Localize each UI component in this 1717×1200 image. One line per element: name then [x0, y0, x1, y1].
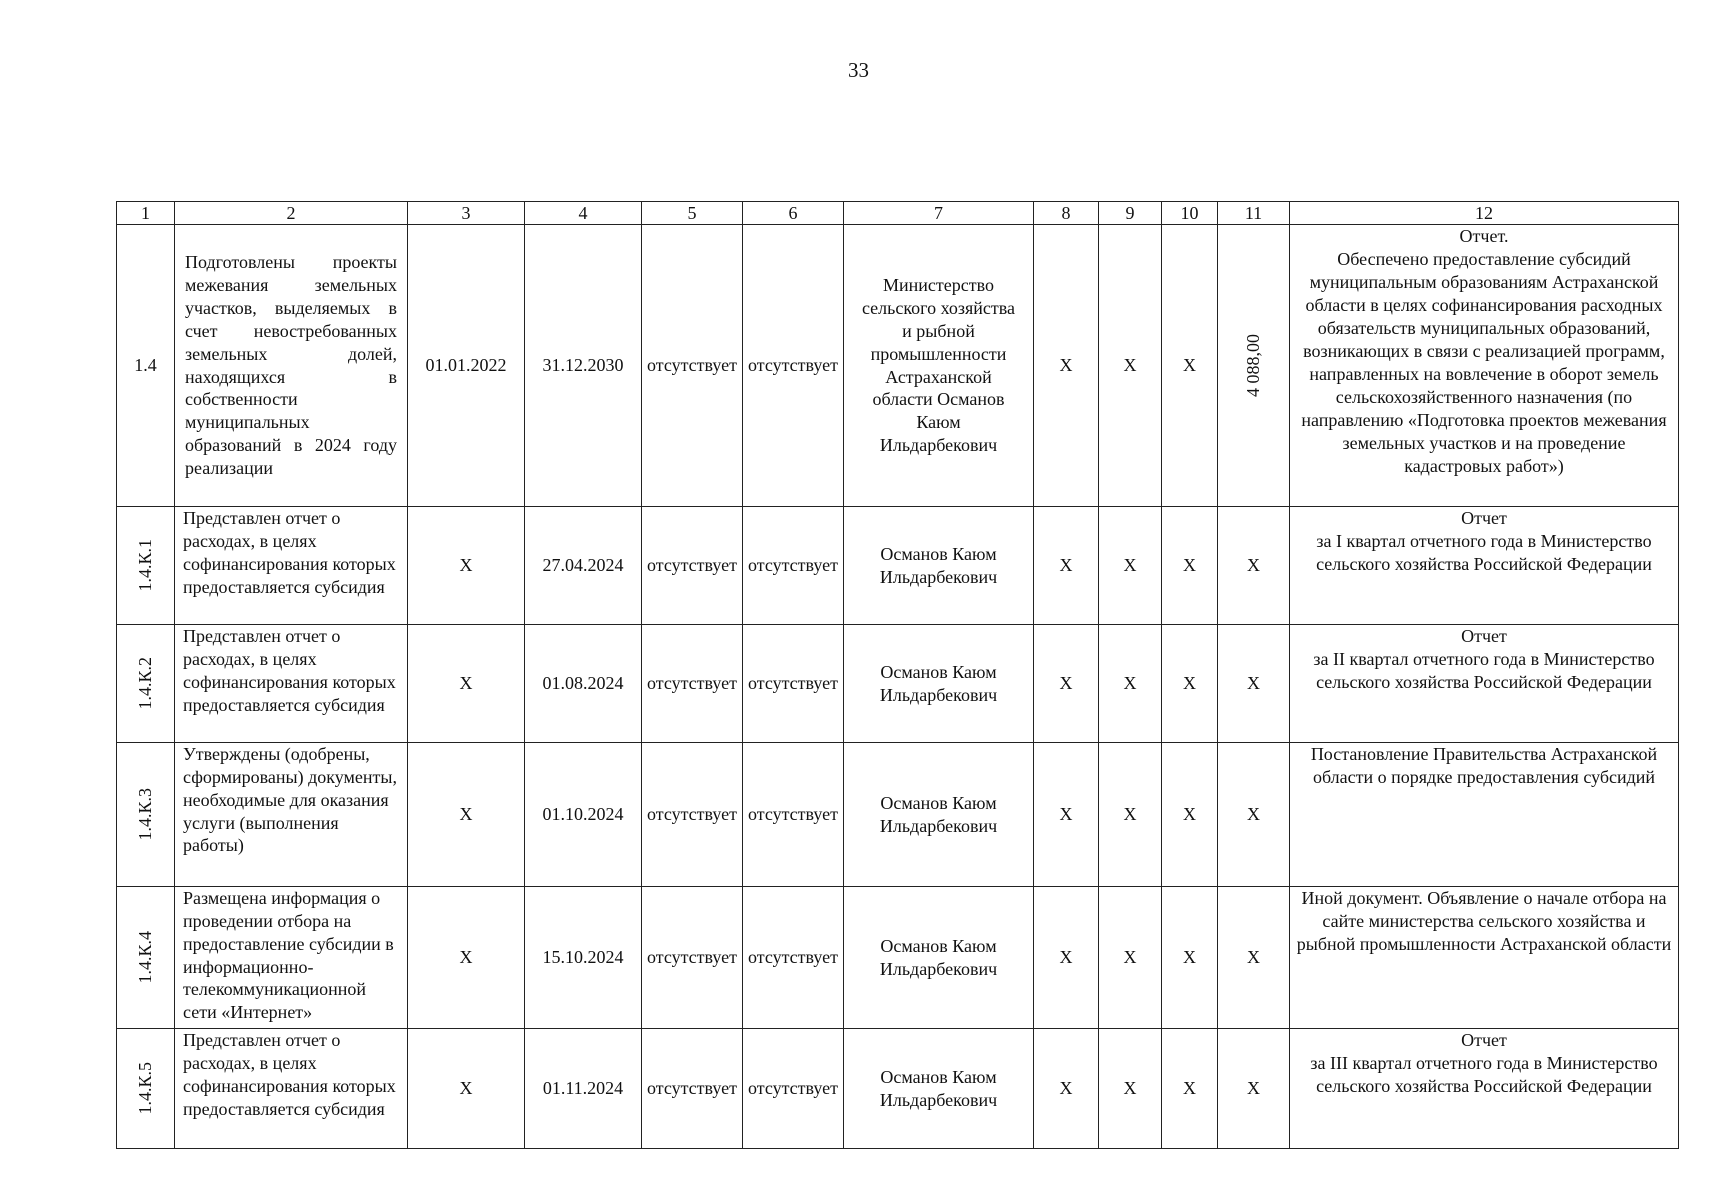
end-date: 01.10.2024: [525, 743, 642, 887]
column-6-value: отсутствует: [743, 225, 844, 507]
start-date: X: [408, 1029, 525, 1149]
column-11-value: X: [1218, 507, 1290, 625]
column-number: 8: [1034, 202, 1099, 225]
column-6-value: отсутствует: [743, 743, 844, 887]
column-5-value: отсутствует: [642, 625, 743, 743]
responsible-person: Османов Каюм Ильдарбекович: [844, 507, 1034, 625]
column-8-value: X: [1034, 743, 1099, 887]
control-document: [1290, 1029, 1679, 1149]
responsible-person: Османов Каюм Ильдарбекович: [844, 625, 1034, 743]
row-number: [117, 887, 175, 1029]
column-8-value: X: [1034, 1029, 1099, 1149]
column-11-value: X: [1218, 743, 1290, 887]
start-date: X: [408, 507, 525, 625]
document-description: за II квартал отчетного года в Министерство сельского хозяйства Российской Федерации: [1313, 649, 1655, 693]
task-description: Представлен отчет о расходах, в целях софинансирования которых предоставляется субсидия: [175, 625, 408, 743]
column-9-value: X: [1099, 1029, 1162, 1149]
end-date: 01.08.2024: [525, 625, 642, 743]
row-number-text: 1.4.К.2: [135, 657, 156, 710]
control-points-table: [116, 201, 1679, 1149]
funding-amount: [1218, 225, 1290, 507]
task-description: Утверждены (одобрены, сформированы) документы, необходимые для оказания услуги (выполнения работы): [175, 743, 408, 887]
document-description: Обеспечено предоставление субсидий муниципальным образованиям Астраханской области в целях софинансирования расходных обязательств муниципальных образований, возникающих в связи с реализацией программ, направленных на вовлечение в оборот земель сельскохозяйственного назначения (по направлению «Подготовка проектов межевания земельных участков и на проведение кадастровых работ»): [1301, 249, 1667, 477]
column-number: 5: [642, 202, 743, 225]
funding-amount-text: 4 088,00: [1243, 334, 1264, 397]
column-9-value: X: [1099, 507, 1162, 625]
document-description: за I квартал отчетного года в Министерство сельского хозяйства Российской Федерации: [1316, 531, 1652, 575]
column-10-value: X: [1162, 507, 1218, 625]
document-title: Отчет.: [1459, 226, 1509, 246]
table-row: [117, 225, 1679, 507]
responsible-person: Османов Каюм Ильдарбекович: [844, 1029, 1034, 1149]
column-11-value: X: [1218, 887, 1290, 1029]
column-number: 11: [1218, 202, 1290, 225]
column-11-value: X: [1218, 1029, 1290, 1149]
column-8-value: X: [1034, 625, 1099, 743]
end-date: 01.11.2024: [525, 1029, 642, 1149]
column-number: 3: [408, 202, 525, 225]
column-number: 6: [743, 202, 844, 225]
column-11-value: X: [1218, 625, 1290, 743]
column-number: 7: [844, 202, 1034, 225]
control-document: [1290, 625, 1679, 743]
responsible-person: Османов Каюм Ильдарбекович: [844, 887, 1034, 1029]
column-number: 4: [525, 202, 642, 225]
task-description: Размещена информация о проведении отбора на предоставление субсидии в информационно-телекоммуникационной сети «Интернет»: [175, 887, 408, 1029]
table-row: [117, 743, 1679, 887]
column-10-value: X: [1162, 225, 1218, 507]
start-date: X: [408, 625, 525, 743]
control-document: [1290, 743, 1679, 887]
table-row: [117, 1029, 1679, 1149]
column-10-value: X: [1162, 887, 1218, 1029]
column-5-value: отсутствует: [642, 1029, 743, 1149]
task-description: Подготовлены проекты межевания земельных участков, выделяемых в счет невостребованных земельных долей, находящихся в собственности муниципальных образований в 2024 году реализации: [175, 225, 408, 507]
column-6-value: отсутствует: [743, 1029, 844, 1149]
document-description: за III квартал отчетного года в Министерство сельского хозяйства Российской Федерации: [1310, 1053, 1658, 1097]
document-title: Отчет: [1461, 1030, 1507, 1050]
row-number-text: 1.4.К.1: [135, 539, 156, 592]
control-document: [1290, 507, 1679, 625]
row-number-text: 1.4.К.5: [135, 1062, 156, 1115]
row-number: 1.4: [117, 225, 175, 507]
task-description: Представлен отчет о расходах, в целях софинансирования которых предоставляется субсидия: [175, 507, 408, 625]
column-number: 1: [117, 202, 175, 225]
column-number: 12: [1290, 202, 1679, 225]
document-title: Отчет: [1461, 626, 1507, 646]
column-6-value: отсутствует: [743, 625, 844, 743]
column-10-value: X: [1162, 743, 1218, 887]
column-number: 10: [1162, 202, 1218, 225]
responsible-person: Османов Каюм Ильдарбекович: [844, 743, 1034, 887]
row-number-text: 1.4.К.4: [135, 931, 156, 984]
column-5-value: отсутствует: [642, 225, 743, 507]
start-date: X: [408, 743, 525, 887]
document-title: Отчет: [1461, 508, 1507, 528]
start-date: X: [408, 887, 525, 1029]
document-title: Постановление Правительства Астраханской области о порядке предоставления субсидий: [1310, 744, 1658, 788]
column-5-value: отсутствует: [642, 507, 743, 625]
document-title: Иной документ. Объявление о начале отбора на сайте министерства сельского хозяйства и рыбной промышленности Астраханской области: [1296, 888, 1672, 955]
column-10-value: X: [1162, 625, 1218, 743]
page-number: 33: [848, 58, 869, 82]
row-number: [117, 625, 175, 743]
column-number-row: [117, 202, 1679, 225]
row-number-text: 1.4.К.3: [135, 788, 156, 841]
column-6-value: отсутствует: [743, 507, 844, 625]
row-number: [117, 743, 175, 887]
table-row: [117, 887, 1679, 1029]
end-date: 27.04.2024: [525, 507, 642, 625]
row-number: [117, 507, 175, 625]
column-9-value: X: [1099, 743, 1162, 887]
column-9-value: X: [1099, 625, 1162, 743]
column-8-value: X: [1034, 887, 1099, 1029]
table-row: [117, 625, 1679, 743]
start-date: 01.01.2022: [408, 225, 525, 507]
end-date: 31.12.2030: [525, 225, 642, 507]
task-description: Представлен отчет о расходах, в целях софинансирования которых предоставляется субсидия: [175, 1029, 408, 1149]
column-10-value: X: [1162, 1029, 1218, 1149]
row-number: [117, 1029, 175, 1149]
column-8-value: X: [1034, 507, 1099, 625]
table-row: [117, 507, 1679, 625]
column-8-value: X: [1034, 225, 1099, 507]
column-5-value: отсутствует: [642, 743, 743, 887]
control-document: [1290, 887, 1679, 1029]
responsible-person: Министерство сельского хозяйства и рыбной промышленности Астраханской области Османов Каюм Ильдарбекович: [844, 225, 1034, 507]
column-5-value: отсутствует: [642, 887, 743, 1029]
column-number: 2: [175, 202, 408, 225]
column-number: 9: [1099, 202, 1162, 225]
column-9-value: X: [1099, 225, 1162, 507]
column-6-value: отсутствует: [743, 887, 844, 1029]
column-9-value: X: [1099, 887, 1162, 1029]
end-date: 15.10.2024: [525, 887, 642, 1029]
control-document: [1290, 225, 1679, 507]
